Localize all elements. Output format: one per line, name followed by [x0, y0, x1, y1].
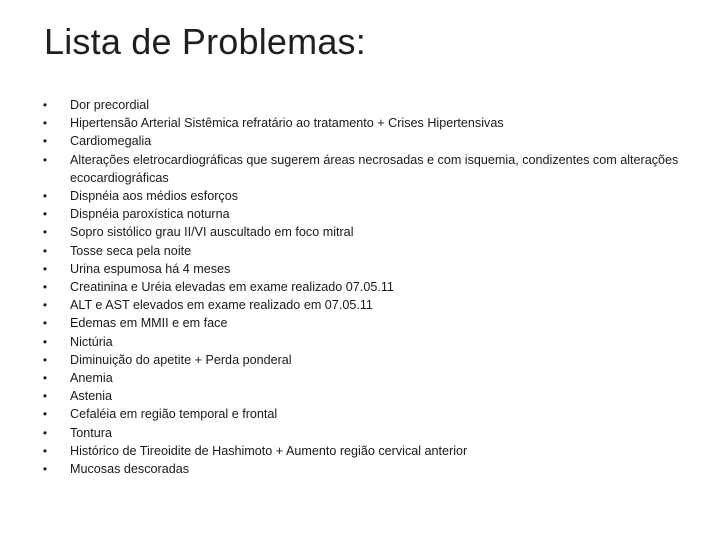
list-item-text: Sopro sistólico grau II/VI auscultado em foco mitral — [70, 225, 354, 240]
bullet-icon: • — [42, 334, 48, 349]
list-item-text: ALT e AST elevados em exame realizado em 07.05.11 — [70, 298, 373, 313]
list-item — [40, 351, 680, 369]
bullet-icon: • — [42, 462, 48, 477]
list-item-text: Tosse seca pela noite — [70, 243, 192, 258]
list-item-text: Mucosas descoradas — [70, 462, 190, 477]
list-item — [40, 260, 680, 278]
bullet-icon: • — [42, 443, 48, 458]
bullet-icon: • — [42, 189, 48, 204]
list-item — [40, 151, 680, 187]
list-item — [40, 187, 680, 205]
list-item-text: Astenia — [70, 389, 113, 404]
list-item-text: Diminuição do apetite + Perda ponderal — [70, 352, 292, 367]
bullet-icon: • — [42, 207, 48, 222]
list-item-text: Alterações eletrocardiográficas que sugerem áreas necrosadas e com isquemia, condizentes com alterações ecocardiográficas — [70, 152, 679, 185]
bullet-icon: • — [42, 352, 48, 367]
bullet-icon: • — [42, 243, 48, 258]
list-item — [40, 460, 680, 478]
list-item — [40, 132, 680, 150]
bullet-icon: • — [42, 98, 48, 112]
list-item-text: Tontura — [70, 425, 113, 440]
list-item-text: Histórico de Tireoidite de Hashimoto + Aumento região cervical anterior — [70, 443, 468, 458]
bullet-icon: • — [42, 425, 48, 440]
bullet-icon: • — [42, 225, 48, 240]
slide-title: Lista de Problemas: — [44, 21, 366, 62]
list-item-text: Dor precordial — [70, 98, 150, 112]
bullet-icon: • — [42, 116, 48, 131]
list-item-text: Urina espumosa há 4 meses — [70, 261, 231, 276]
list-item — [40, 314, 680, 332]
list-item — [40, 205, 680, 223]
list-item — [40, 333, 680, 351]
bullet-icon: • — [42, 389, 48, 404]
bullet-icon: • — [42, 280, 48, 295]
bullet-icon: • — [42, 298, 48, 313]
list-item — [40, 114, 680, 132]
list-item-text: Cardiomegalia — [70, 134, 152, 149]
list-item-text: Dispnéia paroxística noturna — [70, 207, 230, 222]
bullet-icon: • — [42, 316, 48, 331]
problem-list — [40, 96, 680, 478]
list-item — [40, 296, 680, 314]
list-item-text: Creatinina e Uréia elevadas em exame realizado 07.05.11 — [70, 280, 394, 295]
list-item-text: Cefaléia em região temporal e frontal — [70, 407, 278, 422]
list-item — [40, 223, 680, 241]
list-item — [40, 424, 680, 442]
list-item-text: Hipertensão Arterial Sistêmica refratário ao tratamento + Crises Hipertensivas — [70, 116, 504, 131]
list-item — [40, 96, 680, 114]
list-item — [40, 442, 680, 460]
list-item-text: Nictúria — [70, 334, 113, 349]
list-item-text: Dispnéia aos médios esforços — [70, 189, 238, 204]
list-item-text: Anemia — [70, 371, 113, 386]
bullet-icon: • — [42, 407, 48, 422]
list-item — [40, 405, 680, 423]
list-item — [40, 369, 680, 387]
bullet-icon: • — [42, 371, 48, 386]
list-item-text: Edemas em MMII e em face — [70, 316, 228, 331]
bullet-icon: • — [42, 134, 48, 149]
bullet-icon: • — [42, 261, 48, 276]
list-item — [40, 387, 680, 405]
bullet-icon: • — [42, 152, 48, 167]
list-item — [40, 242, 680, 260]
list-item — [40, 278, 680, 296]
